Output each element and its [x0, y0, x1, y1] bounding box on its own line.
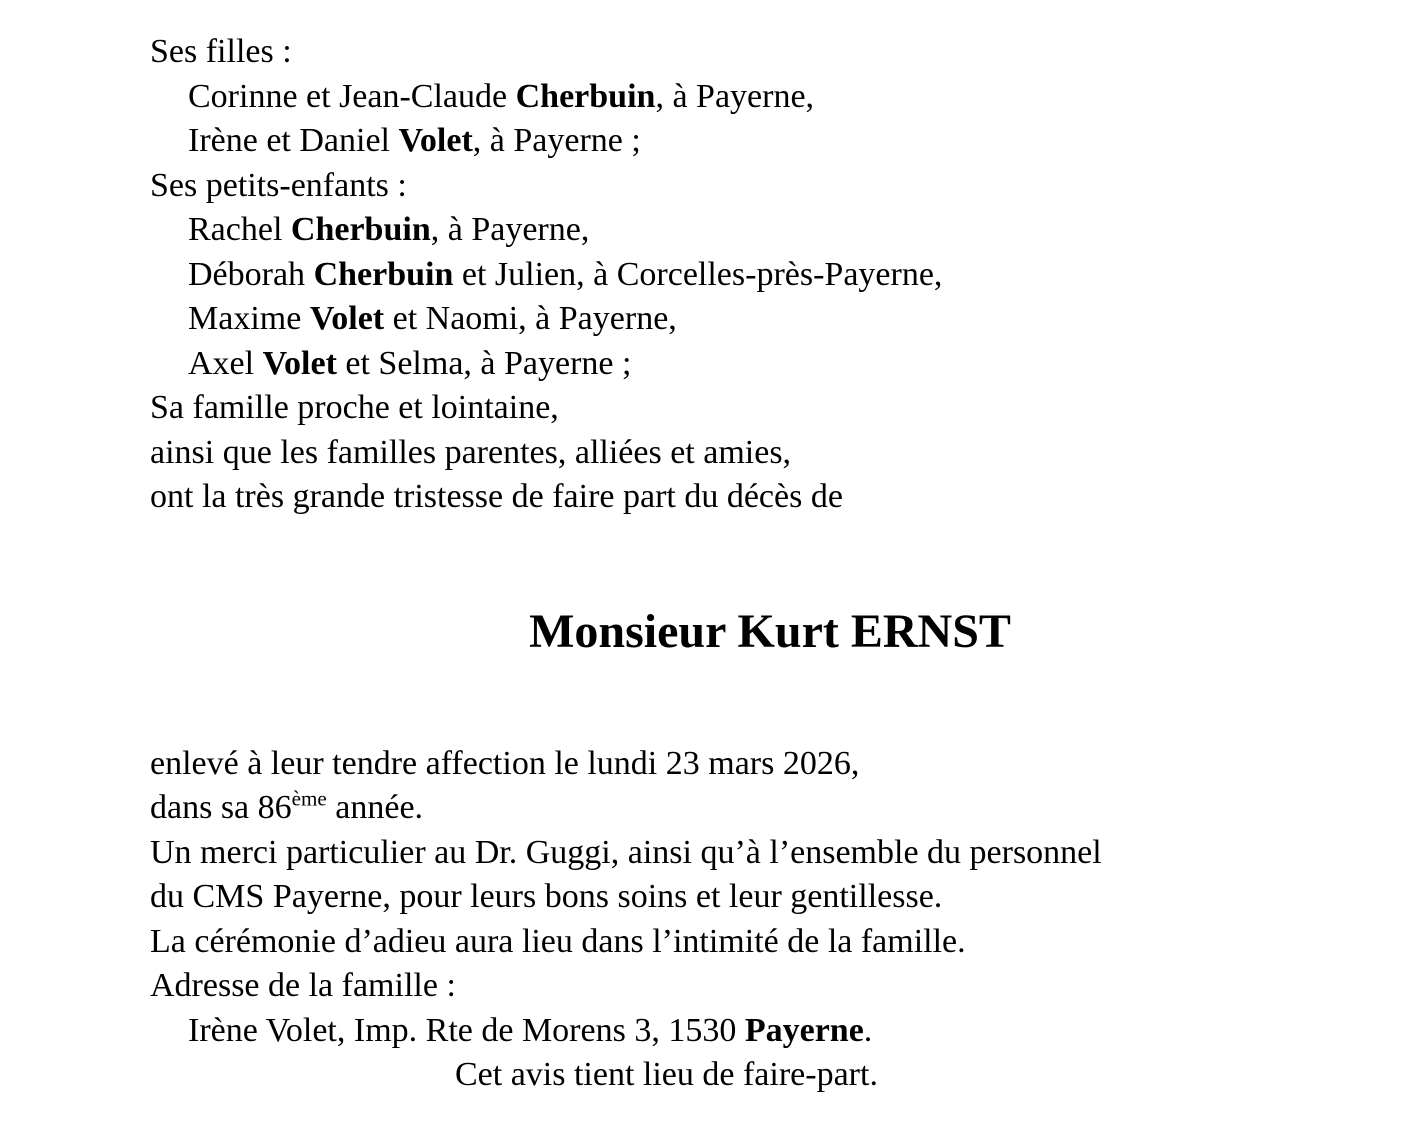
text-segment: ainsi que les familles parentes, alliées et amies, [150, 433, 792, 471]
text-segment: , à Payerne, [655, 77, 815, 115]
text-segment: enlevé à leur tendre affection le lundi 23 mars 2026, [150, 744, 860, 782]
family-name-bold: Cherbuin [515, 77, 656, 115]
text-segment: . [863, 1011, 873, 1049]
text-line [150, 297, 1418, 342]
text-segment: et Naomi, à Payerne, [384, 300, 677, 337]
text-segment: Irène et Daniel [188, 122, 399, 159]
text-segment: ème [291, 786, 327, 811]
text-segment: du CMS Payerne, pour leurs bons soins et leur gentillesse. [150, 878, 943, 915]
family-name-bold: Volet [262, 344, 337, 382]
text-segment: Déborah [188, 255, 314, 293]
family-intro-section [150, 30, 1418, 520]
text-line [150, 875, 1418, 920]
text-line [150, 964, 1418, 1009]
text-segment: Axel [188, 344, 263, 382]
text-segment: année. [326, 789, 424, 826]
text-line [150, 1009, 1418, 1054]
text-line [150, 386, 1418, 431]
text-line [150, 342, 1418, 387]
family-name-bold: Cherbuin [313, 255, 454, 293]
text-line [150, 30, 1418, 75]
text-segment: Corinne et Jean-Claude [188, 77, 516, 115]
text-segment: , à Payerne ; [472, 122, 641, 159]
text-segment: Sa famille proche et lointaine, [150, 389, 559, 426]
text-line [150, 253, 1418, 298]
family-name-bold: Volet [309, 300, 385, 337]
text-segment: Maxime [188, 300, 310, 337]
family-name-bold: Volet [398, 122, 473, 159]
text-segment: Cet avis tient lieu de faire-part. [455, 1056, 878, 1093]
text-segment: Adresse de la famille : [150, 967, 456, 1004]
family-name-bold: Payerne [744, 1011, 864, 1049]
text-segment: et Julien, à Corcelles-près-Payerne, [453, 255, 943, 293]
text-line [150, 75, 1418, 120]
text-line [150, 208, 1418, 253]
text-segment: , à Payerne, [430, 211, 590, 248]
text-line [150, 920, 1418, 965]
text-segment: Ses filles : [150, 33, 292, 70]
family-name-bold: Cherbuin [290, 211, 431, 248]
text-segment: La cérémonie d’adieu aura lieu dans l’intimité de la famille. [150, 922, 966, 960]
text-line [150, 1053, 1418, 1098]
text-segment: et Selma, à Payerne ; [336, 344, 632, 382]
deceased-name-title: Monsieur Kurt ERNST [529, 604, 1011, 658]
notice-details-section [150, 742, 1418, 1098]
text-line [150, 475, 1418, 520]
text-line [150, 831, 1418, 876]
text-segment: Ses petits-enfants : [150, 166, 407, 204]
text-segment: dans sa 86 [150, 789, 292, 826]
text-line [150, 164, 1418, 209]
text-line [150, 786, 1418, 831]
text-segment: ont la très grande tristesse de faire part du décès de [150, 478, 843, 515]
text-segment: Rachel [188, 211, 291, 248]
text-segment: Irène Volet, Imp. Rte de Morens 3, 1530 [188, 1011, 745, 1049]
text-line [150, 742, 1418, 787]
text-line [150, 119, 1418, 164]
text-line [150, 431, 1418, 476]
text-segment: Un merci particulier au Dr. Guggi, ainsi qu’à l’ensemble du personnel [150, 833, 1102, 871]
